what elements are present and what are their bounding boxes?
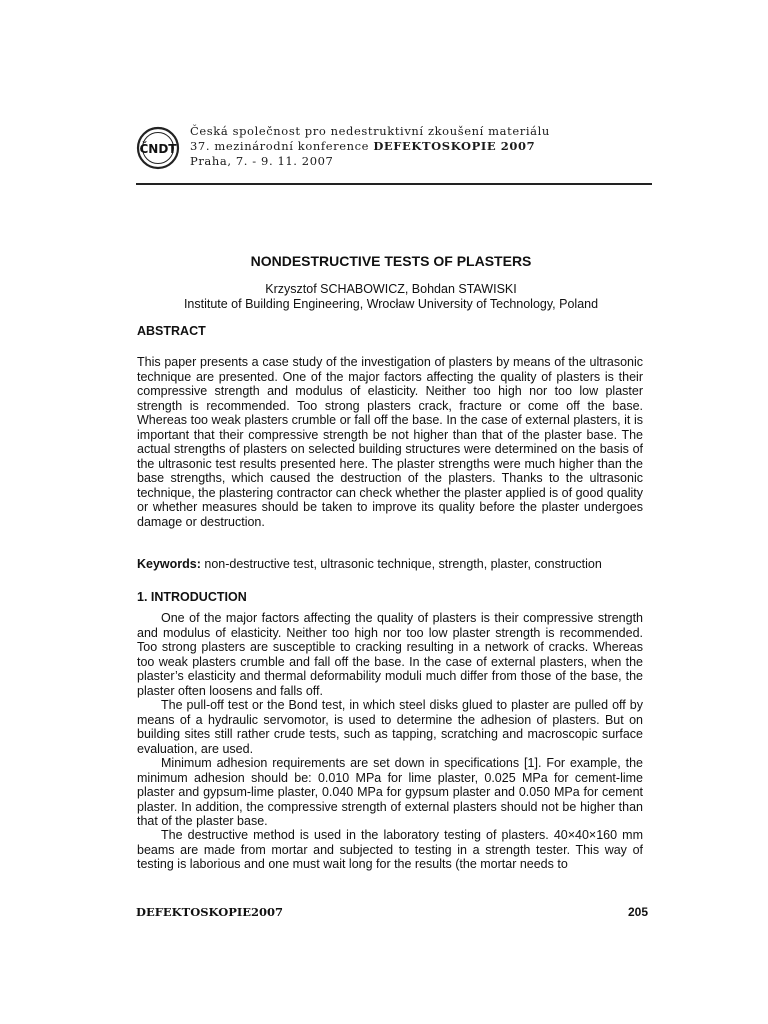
affiliation: Institute of Building Engineering, Wrocław University of Technology, Poland <box>183 297 599 311</box>
intro-paragraph-3: Minimum adhesion requirements are set down in specifications [1]. For example, the minimum adhesion should be: 0.010 MPa for lime plaster, 0.025 MPa for cement-lime plaster and gypsum-lime plaster, 0.040 MPa for gypsum plaster and 0.050 MPa for cement plaster. In addition, the compressive strength of external plasters should not be higher than that of the plaster base. <box>137 756 643 828</box>
authors: Krzysztof SCHABOWICZ, Bohdan STAWISKI <box>265 282 517 296</box>
paper-title: NONDESTRUCTIVE TESTS OF PLASTERS <box>250 253 532 269</box>
abstract-heading: ABSTRACT <box>137 324 206 338</box>
cndt-logo <box>136 126 180 170</box>
header-text <box>190 124 550 169</box>
conference-date: Praha, 7. - 9. 11. 2007 <box>190 154 334 168</box>
page-number: 205 <box>627 905 648 919</box>
keywords <box>137 557 643 572</box>
conference-header <box>136 124 652 186</box>
keywords-text: non-destructive test, ultrasonic technique, strength, plaster, construction <box>200 557 602 571</box>
intro-paragraph-2: The pull-off test or the Bond test, in which steel disks glued to plaster are pulled off by means of a hydraulic servomotor, is used to determine the adhesion of plasters. But on building sites still rather crude tests, such as tapping, scratching and macroscopic surface evaluation, are used. <box>137 698 643 756</box>
conference-name: 37. mezinárodní konference DEFEKTOSKOPIE 2007 <box>190 139 536 153</box>
keywords-label: Keywords: <box>137 557 201 571</box>
abstract-text: This paper presents a case study of the investigation of plasters by means of the ultrasonic technique are presented. One of the major factors affecting the quality of plasters is their compressive strength and modulus of elasticity. Neither too high nor too low plaster strength is recommended. Too strong plasters crack, fracture or come off the base. Whereas too weak plasters crumble or fall off the base. In the case of external plasters, it is important that their compressive strength be not higher than that of the plaster base. The actual strengths of plasters on selected building structures were determined on the basis of the ultrasonic test results presented here. The plaster strengths were much higher than the base strengths, which caused the destruction of the plasters. Thanks to the ultrasonic technique, the plastering contractor can check whether the plaster applied is of good quality or whether measures should be taken to improve its quality before the plaster undergoes damage or destruction. <box>137 355 643 529</box>
society-name: Česká společnost pro nedestruktivní zkoušení materiálu <box>190 124 550 138</box>
author-block <box>136 282 646 312</box>
logo-lettering: ČNDT <box>139 142 177 156</box>
introduction-heading: 1. INTRODUCTION <box>137 590 247 604</box>
footer-conference: DEFEKTOSKOPIE2007 <box>136 905 284 919</box>
intro-paragraph-1: One of the major factors affecting the quality of plasters is their compressive strength and modulus of elasticity. Neither too high nor too low plaster strength is recommended. Too strong plasters are susceptible to cracking resulting in a network of cracks. Whereas too weak plasters crumble and fall off the base. In the case of external plasters, when the plaster’s elasticity and thermal deformability moduli much differ from those of the base, the plaster often loosens and falls off. <box>137 611 643 698</box>
header-divider <box>136 183 652 185</box>
intro-paragraph-4: The destructive method is used in the laboratory testing of plasters. 40×40×160 mm beams are made from mortar and subjected to testing in a strength tester. This way of testing is laborious and one must wait long for the results (the mortar needs to <box>137 828 643 871</box>
